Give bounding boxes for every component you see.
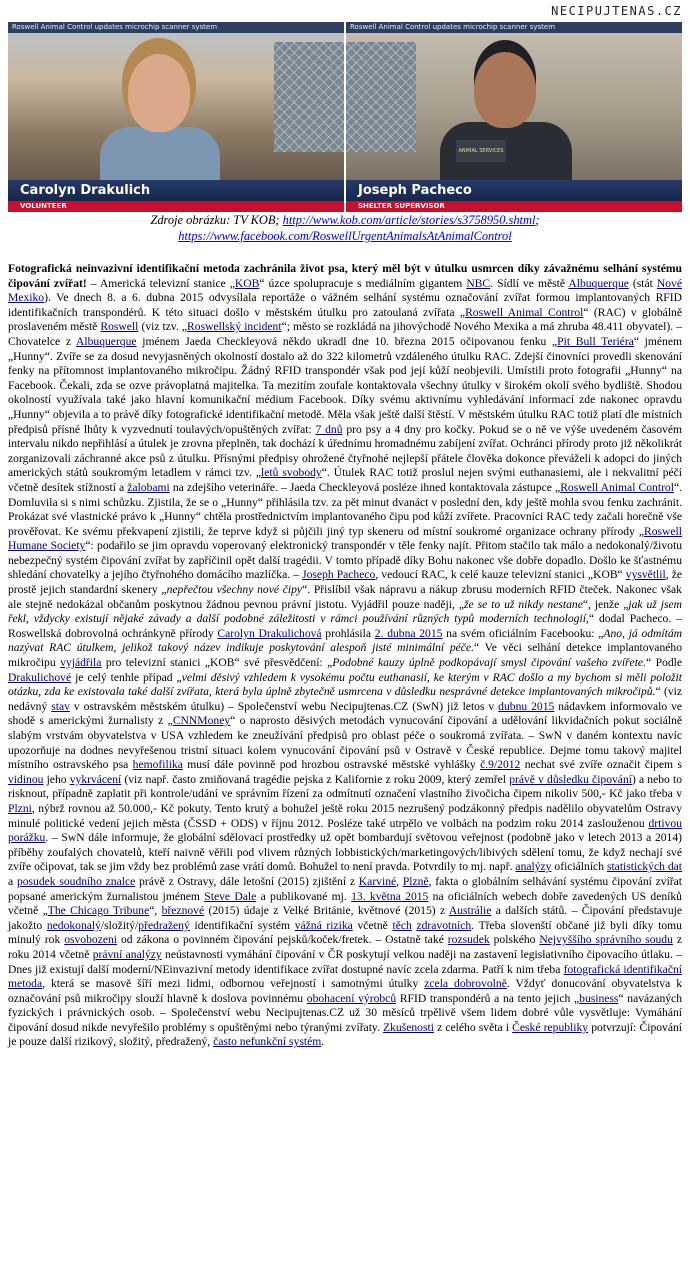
article-photo xyxy=(8,22,682,212)
article-text: “, xyxy=(149,904,162,918)
caption-separator: ; xyxy=(535,213,540,227)
person-name: Carolyn Drakulich xyxy=(8,180,344,201)
caption-prefix: Zdroje obrázku: TV KOB; xyxy=(150,213,283,227)
article-text: , že prostě jejich standardní skenery „ xyxy=(8,568,682,597)
photo-frame-left xyxy=(8,22,344,212)
article-link[interactable]: žalobami xyxy=(127,480,170,494)
person-head xyxy=(474,52,536,128)
article-link[interactable]: Roswell Animal Control xyxy=(465,305,584,319)
article-link[interactable]: vykrvácení xyxy=(69,772,122,786)
article-text: na svém oficiálním Facebooku: „ xyxy=(442,626,604,640)
article-text: . xyxy=(321,1035,325,1049)
article-link[interactable]: zdravotních xyxy=(416,918,472,932)
article-link[interactable]: Austrálie xyxy=(448,904,492,918)
article-link[interactable]: vyjádřila xyxy=(60,656,102,670)
article-link[interactable]: Roswell Animal Control xyxy=(560,480,674,494)
article-link[interactable]: osvobozeni xyxy=(64,933,118,947)
article-text: na zdejšího veterináře. – Jaeda Checkleyová posléze ihned kontaktovala zástupce „ xyxy=(169,480,561,494)
photo-top-caption: Roswell Animal Control updates microchip scanner system xyxy=(346,22,682,33)
article-text: a publikované mj. xyxy=(256,889,352,903)
article-text: “ o naprosto děsivých metodách vynucování čipování a udělování likvidačních pokut sociálně slabým vrstvám obyvatelstva v USA vzhledem ke zneužívání předpisů pro oblast péče o soukromá zvířata. – SwN v daném kontextu navíc upozorňuje na dodnes nevyřešenou tristní situaci kolem vynucování čipování psů v Ostravě v České republice. Dejme tomu takový majitel místního ostravského psa xyxy=(8,714,683,772)
article-text: je celý tenhle případ „ xyxy=(71,670,182,684)
article-text: RFID transpondérů a na tento jejich „ xyxy=(396,991,580,1005)
article-text: právě z Ostravy, dále letošní (2015) zjištění z xyxy=(135,874,359,888)
article-text: na oficiálních webech dobře zavedených US deníků včetně „ xyxy=(8,889,682,918)
article-text: “ dodal Pacheco. – Roswellská dobrovolná ochránkyně přírody xyxy=(8,612,682,640)
article-link[interactable]: drtivou porážku xyxy=(8,816,682,845)
article-link[interactable]: právě v důsledku čipování xyxy=(509,772,632,786)
uniform-patch: ANIMAL SERVICES xyxy=(456,140,506,162)
image-caption xyxy=(8,212,682,244)
article-text: z roku 2014 včetně xyxy=(8,933,682,961)
article-text: “. Domluvila si s nimi schůzku. Zjistila, že se o „Hunny“ přihlásila tzv. za pět minut dvanáct v poslední den, kdy ještě mohla svou fenku zachránit. Prokázat své vlastnické právo k „Hunny“ chtěla prostřednictvím implantovaného čipu pod kůží zvířete. Pracovníci RAC tedy začali horečně vše prověřovat. Ke svému překvapení zjistili, že teprve když si půjčili jiný typ skeneru od místní soukromé organizace ochrany přírody „ xyxy=(8,480,682,538)
article-text: “. Útulek RAC totiž proslul nejen svými euthanasiemi, ale i nekvalitní péčí včetně desítek stížností a xyxy=(8,466,683,494)
article-text: prohlásila xyxy=(321,626,375,640)
lower-third xyxy=(346,180,682,212)
article-link[interactable]: vysvětlil xyxy=(625,568,666,582)
article-link[interactable]: posudek soudního znalce xyxy=(16,874,136,888)
photo-top-caption: Roswell Animal Control updates microchip scanner system xyxy=(8,22,344,33)
article-text: nádavkem informovalo ve shodě s americkými žurnalisty z „ xyxy=(8,699,683,728)
article-text: (viz tzv. „ xyxy=(138,320,188,334)
article-link[interactable]: právní analýzy xyxy=(92,947,162,961)
article-text: “: podařilo se jim opravdu voperovaný elektronický transpondér v těle fenky najít. Přitom stačilo tak málo a nedokonalý/životu nebezpečný systém čipování zvířat by zapříčinil opět další tragédii. V tomto případě díky Bohu nakonec vše dobře dopadlo. Došlo ke šťastnému shledání chovatelky a jejího čtyřnohého domácího mazlíčka. – xyxy=(8,539,682,582)
article-link[interactable]: statistických dat xyxy=(606,860,682,874)
article-lead: Fotografická neinvazivní identifikační metoda zachránila život psa, který měl být v útulku usmrcen díky závažnému selhání systému čipování zvířat! xyxy=(8,262,682,290)
article-link[interactable]: rozsudek xyxy=(447,933,490,947)
article-text: oficiálních xyxy=(551,860,607,874)
article-link[interactable]: nedokonalý xyxy=(46,918,101,932)
article-text: “ Ve věci selhání detekce implantovaného mikročipu xyxy=(8,641,682,670)
article-text: , xyxy=(396,874,403,888)
article-link[interactable]: Drakulichové xyxy=(8,670,72,684)
article-link[interactable]: zcela dobrovolně xyxy=(424,977,507,991)
article-quote: jak už jsem řekl, vždycky existují nějaké závady a další podobné záležitosti v rámci používání různých typů moderních technologií, xyxy=(8,597,682,626)
person-role: VOLUNTEER xyxy=(8,201,344,212)
article-link[interactable]: Roswell Humane Society xyxy=(8,524,682,553)
article-text: “ navázaných fyzických i právnických osob. – Společenství webu Necipujtenas.CZ už 30 měsíců trpělivě všem lidem dobré vůle vysvětluje: Vymáhání čipování dosud nikde nevyřešilo problémy s opuštěnými nebo týranými zvířaty. xyxy=(8,991,682,1034)
article-text: , vedoucí RAC, k celé kauze televizní stanici „KOB“ xyxy=(375,568,626,582)
article-link[interactable]: Karviné xyxy=(358,874,397,888)
article-text: “, jenže „ xyxy=(582,597,629,611)
article-text: v ostravském městském útulku) – Společenství webu Necipujtenas.CZ (SwN) již letos v xyxy=(69,699,499,713)
article-link[interactable]: 2. dubna 2015 xyxy=(374,626,443,640)
article-text: nechat své zvíře označit čipem s xyxy=(520,758,682,772)
article-link[interactable]: Steve Dale xyxy=(204,889,257,903)
article-link[interactable]: Nové Mexiko xyxy=(8,276,682,305)
article-link[interactable]: business xyxy=(579,991,619,1005)
article-link[interactable]: 13. května 2015 xyxy=(351,889,429,903)
article-link[interactable]: Roswell xyxy=(100,320,139,334)
article-link[interactable]: letů svobody xyxy=(261,466,322,480)
article-text: , která se masově šíří mezi lidmi, odbornou veřejností i samotnými útulky xyxy=(42,977,425,991)
article-quote: Podobné kauzy úplně podkopávají smysl čipování vašeho zvířete. xyxy=(332,656,646,670)
article-link[interactable]: NBC xyxy=(466,276,491,290)
article-text: “ (RAC) v globálně proslaveném městě xyxy=(8,305,682,334)
article-text: (stát xyxy=(628,276,657,290)
article-link[interactable]: Plzně xyxy=(402,874,429,888)
person-role: SHELTER SUPERVISOR xyxy=(346,201,682,212)
article-text: identifikační systém xyxy=(189,918,295,932)
article-quote: velmi děsivý vzhledem k vysokému počtu euthanasií, ke kterým v RAC došlo a my bychom si měli položit otázku, zda ke existovala také další zvířata, která byla úplně zbytečně usmrcena v důsledku nesprávné detekce implantovaných mikročipů. xyxy=(8,670,682,699)
article-body xyxy=(8,262,682,1050)
article-text: od zákona o povinném čipování pejsků/koček/fretek. – Ostatně také xyxy=(117,933,448,947)
article-text: . – SwN dále informuje, že globální sdělovací prostředky už opět bombardují světovou veřejnost (podobně jako v letech 2013 a 2014) příběhy zoufalých chovatelů, kteří naivně věřili pod vlivem různých lobbistických/marketingových/libivých sdělení tomu, že když nechají své zvíře očipovat, tak se jim vždy bez problémů zase vrátí domů. Bohužel to není pravda. Potvrdily to mj. např. xyxy=(8,831,682,874)
article-text: (2015) údaje z Velké Británie, květnové (2015) z xyxy=(204,904,449,918)
article-text: ). Ve dnech 8. a 6. dubna 2015 odvysílala reportáže o vážném selhání systému označování zvířat formou implantovaných RFID identifikačních transpondérů. K této situaci došlo v městském útulku pro zatoulaná zvířata „ xyxy=(8,291,682,319)
article-link[interactable]: CNNMoney xyxy=(172,714,231,728)
article-quote: Ano, já odmítám nazývat RAC útulkem, jelikož takový název indikuje poskytování alespoň jisté minimální péče. xyxy=(8,626,683,655)
article-link[interactable]: 7 dnů xyxy=(315,422,343,436)
article-text: jeho xyxy=(43,772,70,786)
article-text: “. Přislíbil však nápravu a nákup zbrusu moderních RFID čteček. Nakonec však ale stejně nedokázal občanům poskytnou žádnou pevnou právní jistotu. Vyjádřil pouze naději, „ xyxy=(8,583,682,611)
article-link[interactable]: České republiky xyxy=(512,1020,589,1034)
caption-link-facebook[interactable]: https://www.facebook.com/RoswellUrgentAnimalsAtAnimalControl xyxy=(178,229,512,243)
article-link[interactable]: stav xyxy=(51,699,70,713)
article-link[interactable]: č.9/2012 xyxy=(480,758,521,772)
article-text: neústavnosti vymáhání čipování v ČR poskytují velkou naději na zastavení legislativního čipovacího útlaku. – Dnes již existují další moderní/NEinvazivní metody identifikace zvířat dostupné navíc zcela zdarma. Patří k nim třeba xyxy=(8,947,683,976)
article-text: /složitý/ xyxy=(100,918,139,932)
article-text: . Sídlí ve městě xyxy=(490,276,569,290)
caption-link-kob[interactable]: http://www.kob.com/article/stories/s3758950.shtml xyxy=(282,213,536,227)
article-link[interactable]: Albuquerque xyxy=(76,334,137,348)
article-link[interactable]: Carolyn Drakulichová xyxy=(217,626,322,640)
article-text: , nýbrž rovnou až 50.000,- Kč pokuty. Tento krutý a bohužel ještě roku 2015 nezrušený podzákonný předpis nadělilo obyvatelům Ostravy minulé politické vedení jejich města (ČSSD + ODS) v říjnu 2012. Posléze také utrpělo ve volbách na podzim roku 2014 zaslouženou xyxy=(8,801,682,830)
article-link[interactable]: Plzni xyxy=(8,801,32,815)
article-text: . Třeba slovenští občané již byli díky tomu minulý rok xyxy=(8,918,682,947)
article-quote: nepřečtou všechny nové čipy xyxy=(166,583,303,597)
article-link[interactable]: obohacení výrobců xyxy=(306,991,397,1005)
article-text: . Vždyť donucování obyvatelstva k označování psů mikročipy slouží hlavně k doslova povinnému xyxy=(8,977,682,1005)
article-quote: že se to už nikdy nestane xyxy=(463,597,583,611)
article-text: musí dále povinně pod hrozbou ostravské městské vyhlášky xyxy=(182,758,481,772)
article-link[interactable]: březnové xyxy=(161,904,205,918)
article-link[interactable]: The Chicago Tribune xyxy=(47,904,150,918)
article-text: “; město se rozkládá na jihovýchodě Nového Mexika a má zhruba 48.411 obyvatel). – Chovatelce z xyxy=(8,320,683,348)
photo-frame-right xyxy=(346,22,682,212)
article-text: “ jménem „Hunny“. Zvíře se za dosud nevyjasněných okolností dostalo až do 322 kilometrů vzdáleného útulku RAC. Zdejší činovníci provedli skenování fenky na přítomnost implantovaného mikročipu. Žádný RFID transpondér však pod její kůží neobjevili. Umístili proto fotografii „Hunny“ na Facebook. Čekali, zda se ozve právoplatná majitelka. Ta mezitím zoufale kontaktovala všechny útulky v širokém okolí svého bydliště. Shodou okolností využívala také jako hlavní komunikační médium Facebook. Díky svému aktivnímu vyhledávání informací zde nakonec opravdu „Hunny“ objevila a to právě díky fotografické identifikační metodě. Měla však ještě další štěstí. V městském útulku RAC totiž platí dle místních předpisů přísné lhůty k vyzvednutí toulavých/opuštěných zvířat: xyxy=(8,334,683,436)
article-text: pro psy a 4 dny pro kočky. Pokud se o ně ve výše uvedeném časovém intervalu nikdo nepřihlásí a útulek je zrovna přeplněn, tak dochází k úřednímu hromadnému zabíjení zvířat. Ochránci přírody proto již několikrát zorganizovali záchranné akce psů z útulku. Přísnými předpisy ohrožené čtyřnohé nejlepší přátele člověka dokonce převáželi k adopci do jiných amerických států soukromým letadlem v rámci tzv. „ xyxy=(8,422,683,480)
article-link[interactable]: Pit Bull Teriéra xyxy=(557,334,634,348)
article-link[interactable]: těch xyxy=(392,918,412,932)
article-link[interactable]: Nejvyššího správního soudu xyxy=(539,933,673,947)
article-link[interactable]: Albuquerque xyxy=(568,276,629,290)
article-link[interactable]: vážná rizika xyxy=(294,918,353,932)
article-link[interactable]: KOB xyxy=(234,276,260,290)
article-link[interactable]: Roswellský incident xyxy=(187,320,282,334)
article-text: a dalších států. – Čipování představuje jakožto xyxy=(8,904,683,932)
article-link[interactable]: vidinou xyxy=(8,772,44,786)
article-link[interactable]: Joseph Pacheco xyxy=(302,568,376,582)
article-text: – Americká televizní stanice „ xyxy=(86,276,235,290)
article-link[interactable]: předražený xyxy=(138,918,190,932)
article-link[interactable]: často nefunkční systém xyxy=(213,1035,322,1049)
kennel-image xyxy=(274,42,344,152)
article-link[interactable]: dubnu 2015 xyxy=(498,699,555,713)
person-name: Joseph Pacheco xyxy=(346,180,682,201)
article-text: pro televizní stanici „KOB“ své přesvědčení: „ xyxy=(101,656,333,670)
person-head xyxy=(128,54,190,132)
lower-third xyxy=(8,180,344,212)
article-text: “ úzce spolupracuje s mediálním gigantem xyxy=(259,276,467,290)
article-text: polského xyxy=(489,933,540,947)
kennel-dog-image xyxy=(346,42,416,152)
article-text: včetně xyxy=(352,918,393,932)
article-text: (viz např. často zmiňovaná tragédie pejska z Kalifornie z roku 2009, který zemřel xyxy=(121,772,510,786)
article-text: a xyxy=(8,874,17,888)
article-text: jménem Jaeda Checkleyová někdo ukradl dne 10. března 2015 očipovanou fenku „ xyxy=(136,334,558,348)
article-link[interactable]: analýzy xyxy=(515,860,552,874)
article-link[interactable]: fotografická identifikační metoda xyxy=(8,962,682,991)
article-text: , fakta o globálním selhávání systému čipování zvířat popsané americkým žurnalistou jménem xyxy=(8,874,683,903)
article-link[interactable]: Zkušenosti xyxy=(383,1020,434,1034)
article-text: ) a nebo to risknout, případně zaplatit při kontrole/udání ve správním řízení za odmítnutí označení vlastního živočicha čipem nikoliv 500,- Kč jako třeba v xyxy=(8,772,683,801)
site-name[interactable]: NECIPUJTENAS.CZ xyxy=(551,4,682,18)
article-text: potvrzují: Čipování je pouze další rizikový, složitý, předražený, xyxy=(8,1020,682,1049)
article-text: “ (viz nedávný xyxy=(8,685,682,713)
article-text: “ Podle xyxy=(645,656,682,670)
article-text: z celého světa i xyxy=(433,1020,513,1034)
article-link[interactable]: hemofilika xyxy=(132,758,183,772)
